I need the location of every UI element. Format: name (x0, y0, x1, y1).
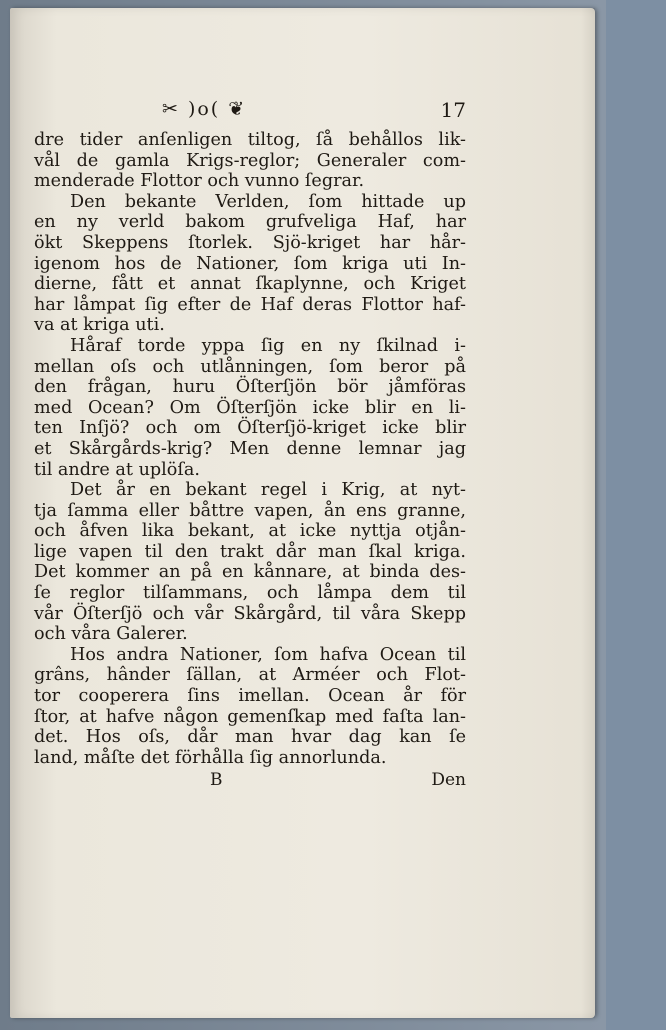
text-line: igenom hos de Nationer, ſom kriga uti In- (34, 253, 466, 274)
text-line: en ny verld bakom grufveliga Haf, har (34, 212, 466, 233)
text-line: dierne, fått et annat ſkaplynne, och Kriget (34, 274, 466, 295)
text-line: Håraf torde yppa ſig en ny ſkilnad i- (70, 335, 466, 356)
text-line: Den bekante Verlden, ſom hittade up (70, 191, 466, 212)
text-line: grâns, hânder ſällan, at Arméer och Flot- (34, 665, 466, 686)
paragraph (34, 645, 466, 769)
text-line: va at kriga uti. (34, 315, 165, 336)
page-number: 17 (440, 98, 466, 122)
text-line: tja ſamma eller båttre vapen, ån ens granne, (34, 500, 466, 521)
text-line: dre tider anſenligen tiltog, ſå behållos lik- (34, 130, 466, 150)
text-line: vår Öſterſjö och vår Skårgård, til våra Skepp (34, 603, 466, 624)
paragraph (34, 336, 466, 480)
text-line: lige vapen til den trakt dår man ſkal kriga. (34, 541, 466, 562)
text-line: den frågan, huru Öſterſjön bör jåmföras (34, 377, 466, 398)
text-line: vål de gamla Krigs-reglor; Generaler com- (34, 150, 466, 171)
signature-mark: B (210, 770, 223, 791)
text-line: med Ocean? Om Öſterſjön icke blir en li- (34, 397, 466, 418)
text-line: mellan oſs och utlånningen, ſom beror på (34, 356, 466, 377)
catchword: Den (431, 770, 466, 791)
text-line: Det kommer an på en kånnare, at binda des- (34, 562, 466, 583)
book-page (10, 8, 595, 1018)
header-ornament: ✂ )o( ❦ (162, 98, 247, 120)
text-line: til andre at uplöſa. (34, 459, 200, 480)
text-line: Det år en bekant regel i Krig, at nyt- (70, 480, 466, 501)
paragraph (34, 130, 466, 192)
text-line: ſe reglor tilſammans, och låmpa dem til (34, 583, 466, 604)
text-line: det. Hos oſs, dår man hvar dag kan ſe (34, 727, 466, 748)
text-line: menderade Flottor och vunno ſegrar. (34, 171, 365, 192)
page-footer (34, 768, 466, 792)
text-line: har låmpat ſig efter de Haf deras Flottor haf- (34, 294, 466, 315)
text-line: land, måſte det förhålla ſig annorlunda. (34, 747, 387, 768)
text-line: Hos andra Nationer, ſom hafva Ocean til (70, 644, 466, 665)
running-header (34, 96, 466, 130)
paragraph (34, 480, 466, 645)
paragraph (34, 192, 466, 336)
text-line: tor cooperera ſins imellan. Ocean år för (34, 686, 466, 707)
text-line: et Skårgårds-krig? Men denne lemnar jag (34, 438, 466, 459)
body-text (34, 130, 466, 768)
text-line: ten Inſjö? och om Öſterſjö-kriget icke blir (34, 418, 466, 439)
text-line: och våra Galerer. (34, 624, 188, 645)
text-line: och åfven lika bekant, at icke nyttja otjån- (34, 521, 466, 542)
text-block (34, 96, 466, 792)
text-line: ökt Skeppens ſtorlek. Sjö-kriget har hår- (34, 232, 466, 253)
text-line: ſtor, at hafve någon gemenſkap med faſta lan- (34, 706, 466, 727)
